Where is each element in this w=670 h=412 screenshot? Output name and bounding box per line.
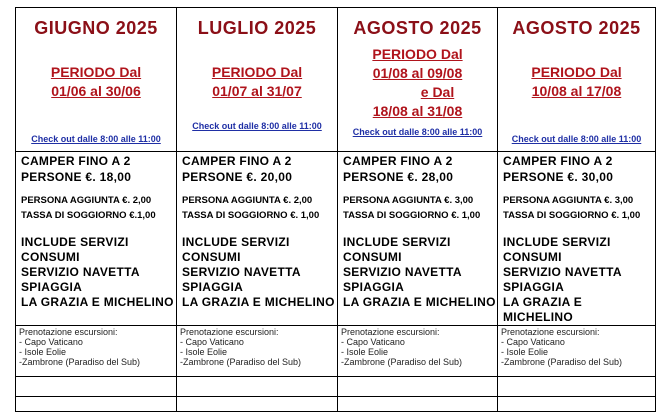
service-line: SERVIZIO NAVETTA bbox=[503, 265, 622, 279]
camper-line-1: CAMPER FINO A 2 bbox=[343, 154, 453, 168]
empty-row bbox=[16, 377, 656, 397]
month-title: GIUGNO 2025 bbox=[34, 18, 158, 38]
service-line: CONSUMI bbox=[343, 250, 402, 264]
period-label: PERIODO Dal bbox=[372, 46, 463, 62]
camper-price: PERSONE €. 28,00 bbox=[343, 170, 454, 184]
excursion-item: - Capo Vaticano bbox=[180, 337, 244, 347]
tax: TASSA DI SOGGIORNO €. 1,00 bbox=[182, 210, 320, 221]
empty-cell bbox=[177, 397, 338, 412]
service-line: INCLUDE SERVIZI bbox=[503, 235, 611, 249]
empty-row bbox=[16, 397, 656, 412]
service-line: LA GRAZIA E MICHELINO bbox=[182, 295, 335, 309]
checkout-link[interactable]: Check out dalle 8:00 alle 11:00 bbox=[31, 134, 161, 144]
excursion-item: - Capo Vaticano bbox=[19, 337, 83, 347]
empty-cell bbox=[498, 397, 656, 412]
period-dates: 01/08 al 09/08 bbox=[372, 65, 463, 81]
excursion-title: Prenotazione escursioni: bbox=[19, 327, 118, 337]
service-line: SPIAGGIA bbox=[182, 280, 244, 294]
excursion-title: Prenotazione escursioni: bbox=[180, 327, 279, 337]
checkout-link[interactable]: Check out dalle 8:00 alle 11:00 bbox=[352, 127, 483, 137]
excursion-item: - Capo Vaticano bbox=[341, 337, 405, 347]
camper-price: PERSONE €. 18,00 bbox=[21, 170, 132, 184]
service-line: CONSUMI bbox=[503, 250, 562, 264]
header-cell-agosto-1 bbox=[338, 8, 498, 152]
excursion-title: Prenotazione escursioni: bbox=[501, 327, 600, 337]
excursion-item: -Zambrone (Paradiso del Sub) bbox=[501, 357, 623, 367]
tax: TASSA DI SOGGIORNO €. 1,00 bbox=[343, 210, 481, 221]
header-row bbox=[16, 8, 656, 152]
service-line: CONSUMI bbox=[182, 250, 241, 264]
service-line: SERVIZIO NAVETTA bbox=[343, 265, 462, 279]
service-line: SPIAGGIA bbox=[21, 280, 83, 294]
empty-cell bbox=[16, 377, 177, 397]
period-dates-and: e Dal bbox=[420, 84, 455, 100]
service-line: LA GRAZIA E MICHELINO bbox=[503, 295, 583, 324]
excursion-item: -Zambrone (Paradiso del Sub) bbox=[341, 357, 463, 367]
period-label: PERIODO Dal bbox=[50, 64, 142, 80]
excursion-item: -Zambrone (Paradiso del Sub) bbox=[180, 357, 302, 367]
period-dates: 01/07 al 31/07 bbox=[212, 83, 302, 99]
service-line: SPIAGGIA bbox=[503, 280, 565, 294]
excursion-item: - Capo Vaticano bbox=[501, 337, 565, 347]
extra-person: PERSONA AGGIUNTA €. 2,00 bbox=[182, 195, 313, 206]
excursion-cell bbox=[338, 326, 498, 377]
service-line: SERVIZIO NAVETTA bbox=[21, 265, 140, 279]
month-title: AGOSTO 2025 bbox=[353, 18, 482, 38]
empty-cell bbox=[177, 377, 338, 397]
month-title: LUGLIO 2025 bbox=[197, 18, 317, 38]
period-dates: 10/08 al 17/08 bbox=[531, 83, 622, 99]
price-cell bbox=[338, 152, 498, 326]
period-label: PERIODO Dal bbox=[531, 64, 622, 80]
period-dates: 01/06 al 30/06 bbox=[51, 83, 141, 99]
empty-cell bbox=[338, 377, 498, 397]
excursion-row bbox=[16, 326, 656, 377]
service-line: SERVIZIO NAVETTA bbox=[182, 265, 301, 279]
price-cell bbox=[177, 152, 338, 326]
excursion-cell bbox=[177, 326, 338, 377]
service-line: LA GRAZIA E MICHELINO bbox=[343, 295, 496, 309]
checkout-link[interactable]: Check out dalle 8:00 alle 11:00 bbox=[192, 121, 322, 131]
excursion-cell bbox=[16, 326, 177, 377]
extra-person: PERSONA AGGIUNTA €. 3,00 bbox=[343, 195, 474, 206]
camper-price: PERSONE €. 30,00 bbox=[503, 170, 614, 184]
camper-price: PERSONE €. 20,00 bbox=[182, 170, 293, 184]
excursion-item: - Isole Eolie bbox=[19, 347, 67, 357]
excursion-item: - Isole Eolie bbox=[341, 347, 389, 357]
camper-line-1: CAMPER FINO A 2 bbox=[503, 154, 613, 168]
service-line: CONSUMI bbox=[21, 250, 80, 264]
empty-cell bbox=[498, 377, 656, 397]
checkout-link[interactable]: Check out dalle 8:00 alle 11:00 bbox=[511, 134, 642, 144]
service-line: SPIAGGIA bbox=[343, 280, 405, 294]
empty-cell bbox=[16, 397, 177, 412]
empty-cell bbox=[338, 397, 498, 412]
excursion-item: - Isole Eolie bbox=[180, 347, 228, 357]
header-cell-luglio bbox=[177, 8, 338, 152]
excursion-item: - Isole Eolie bbox=[501, 347, 549, 357]
camper-line-1: CAMPER FINO A 2 bbox=[182, 154, 292, 168]
excursion-cell bbox=[498, 326, 656, 377]
period-label: PERIODO Dal bbox=[211, 64, 303, 80]
service-line: INCLUDE SERVIZI bbox=[182, 235, 290, 249]
extra-person: PERSONA AGGIUNTA €. 2,00 bbox=[21, 195, 152, 206]
extra-person: PERSONA AGGIUNTA €. 3,00 bbox=[503, 195, 634, 206]
tax: TASSA DI SOGGIORNO €. 1,00 bbox=[503, 210, 641, 221]
service-line: INCLUDE SERVIZI bbox=[343, 235, 451, 249]
header-cell-agosto-2 bbox=[498, 8, 656, 152]
service-line: INCLUDE SERVIZI bbox=[21, 235, 129, 249]
price-cell bbox=[498, 152, 656, 326]
month-title: AGOSTO 2025 bbox=[512, 18, 641, 38]
camper-line-1: CAMPER FINO A 2 bbox=[21, 154, 131, 168]
excursion-title: Prenotazione escursioni: bbox=[341, 327, 440, 337]
price-table bbox=[15, 7, 656, 412]
period-dates-second: 18/08 al 31/08 bbox=[372, 103, 463, 119]
price-row bbox=[16, 152, 656, 326]
service-line: LA GRAZIA E MICHELINO bbox=[21, 295, 174, 309]
header-cell-giugno bbox=[16, 8, 177, 152]
price-cell bbox=[16, 152, 177, 326]
excursion-item: -Zambrone (Paradiso del Sub) bbox=[19, 357, 141, 367]
tax: TASSA DI SOGGIORNO €.1,00 bbox=[21, 210, 156, 221]
